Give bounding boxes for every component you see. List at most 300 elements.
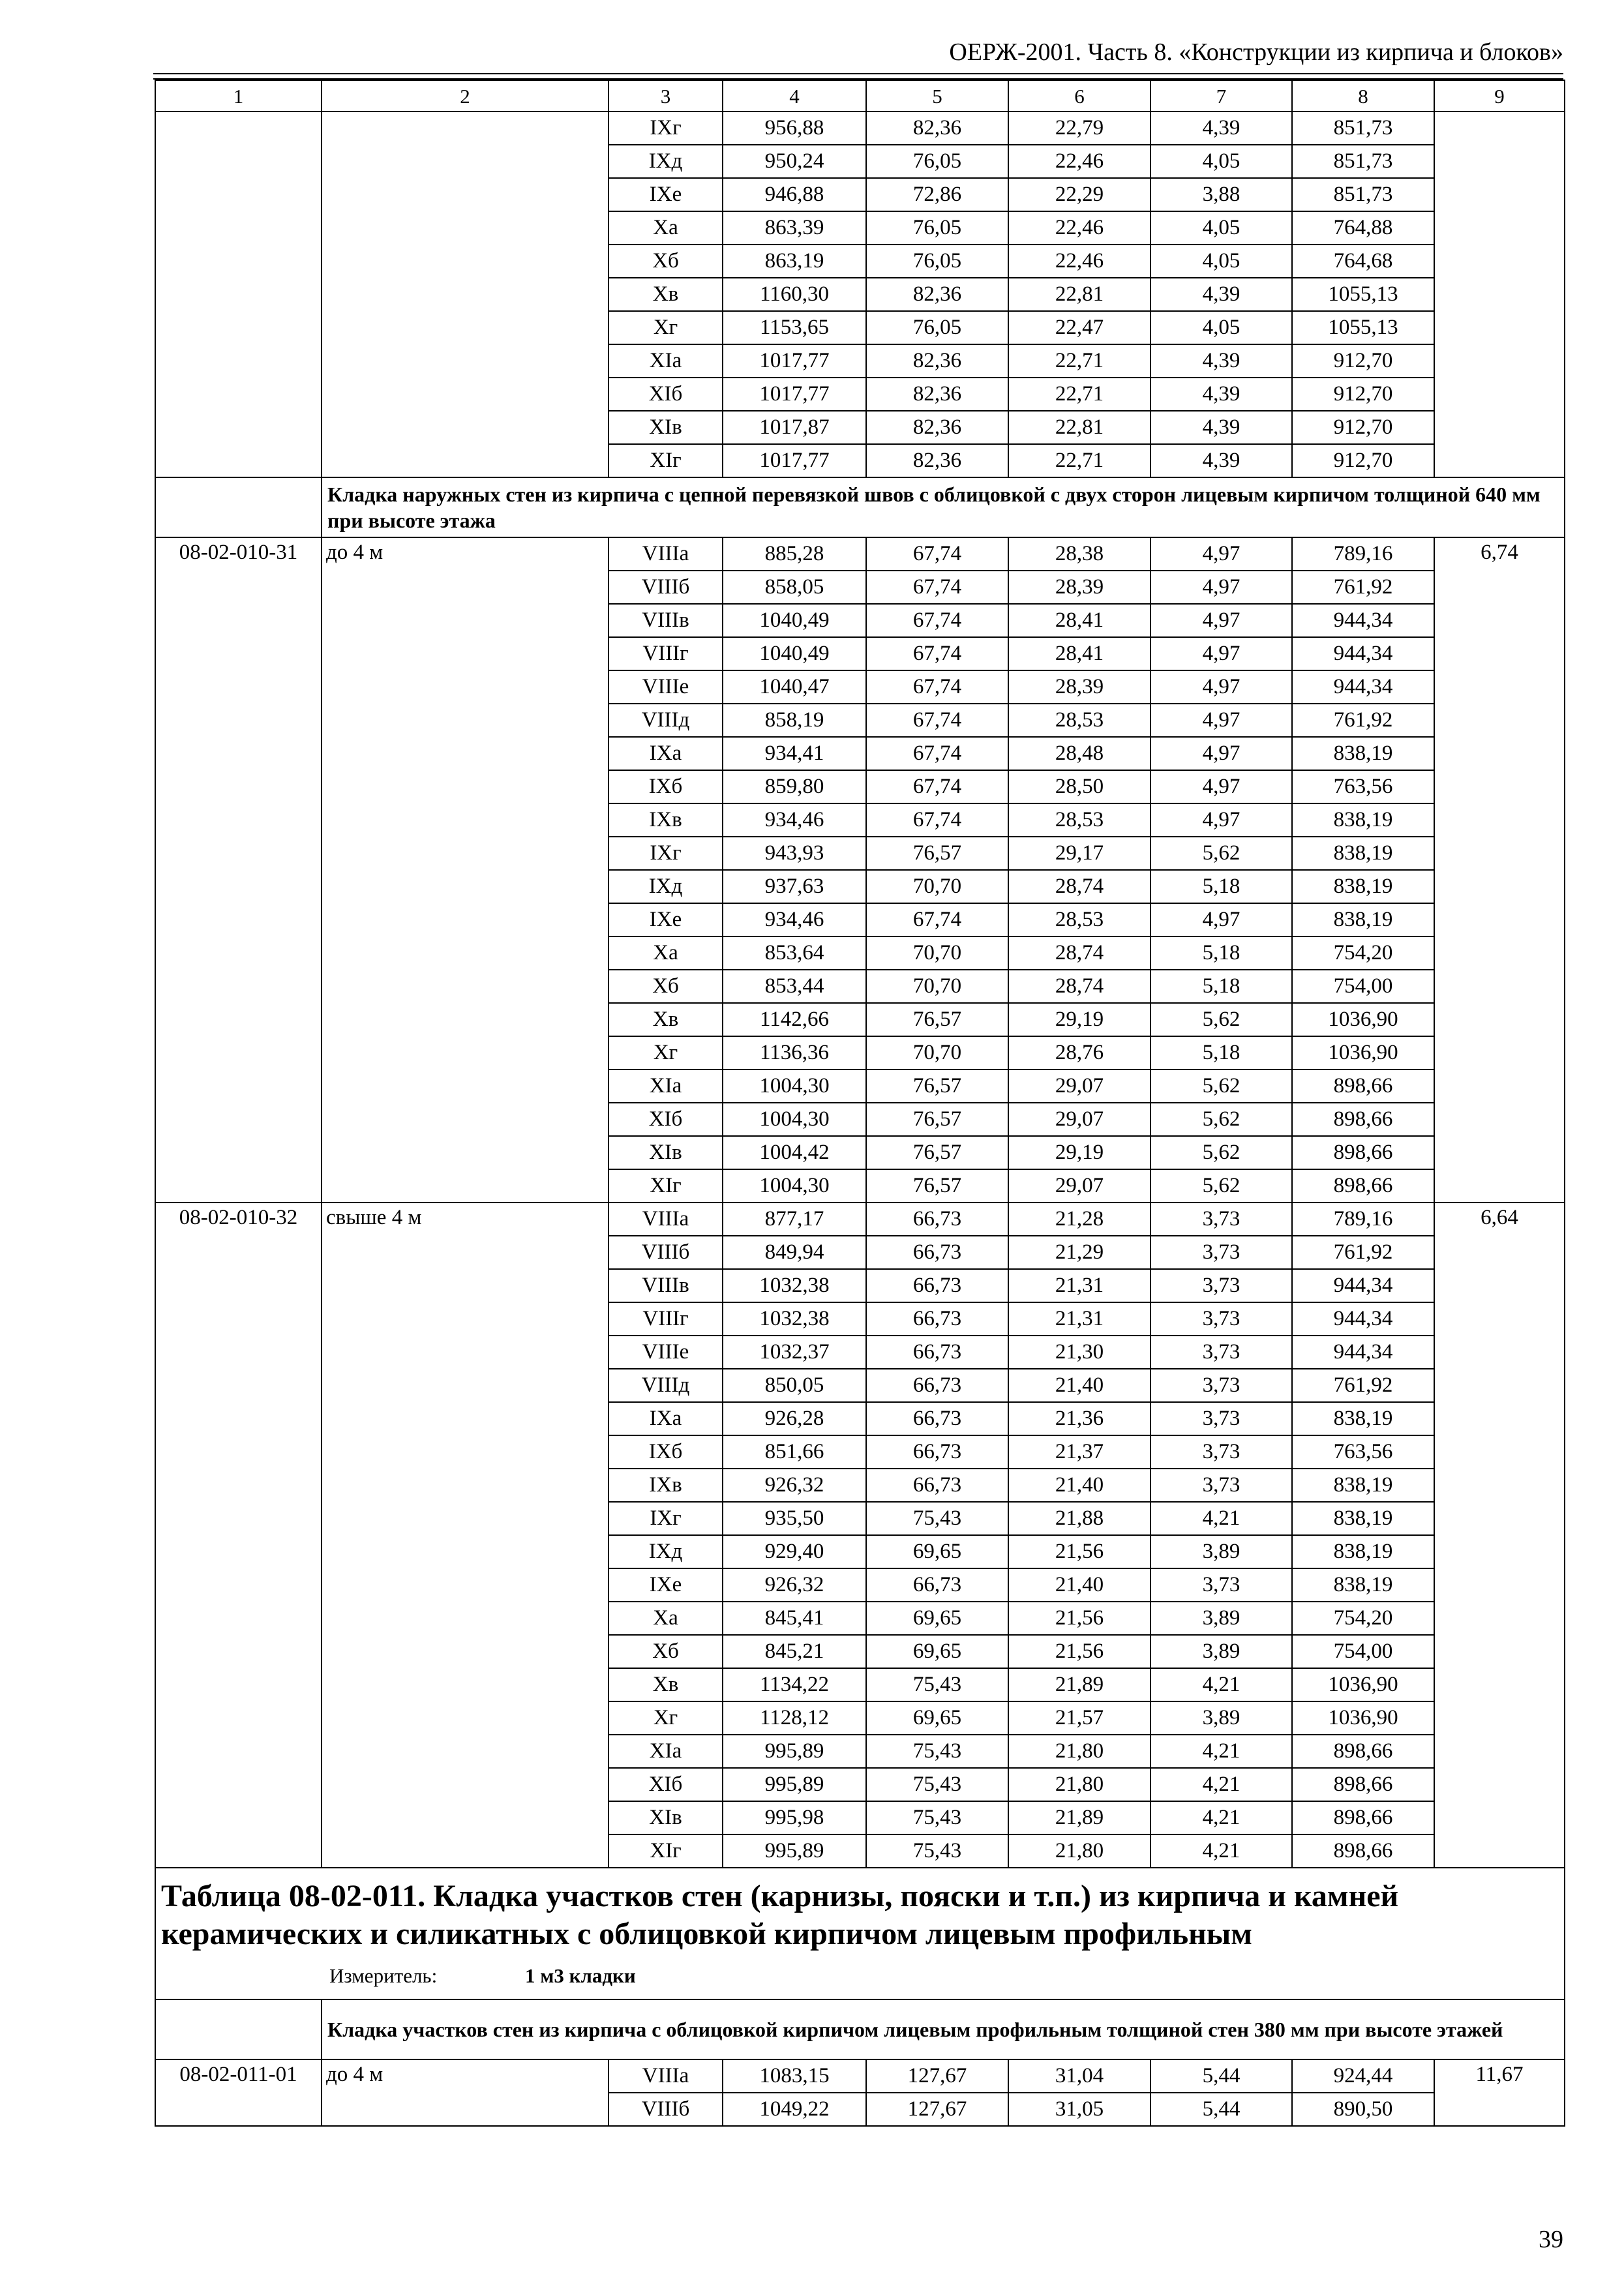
machinery-cell: 21,89: [1008, 1801, 1150, 1834]
resource-index-cell: VIIIд: [609, 1369, 723, 1402]
materials-cell: 898,66: [1292, 1169, 1434, 1203]
machinery-cell: 22,47: [1008, 311, 1150, 344]
total-cost-cell: 956,88: [723, 112, 866, 145]
total-cost-cell: 1004,30: [723, 1103, 866, 1136]
machinery-cell: 21,40: [1008, 1369, 1150, 1402]
materials-cell: 898,66: [1292, 1834, 1434, 1868]
wage-cell: 66,73: [866, 1336, 1008, 1369]
wage-cell: 75,43: [866, 1735, 1008, 1768]
machinery-cell: 21,80: [1008, 1834, 1150, 1868]
resource-index-cell: VIIIв: [609, 1269, 723, 1302]
resource-index-cell: XIа: [609, 344, 723, 378]
total-cost-cell: 934,46: [723, 803, 866, 837]
resource-index-cell: XIв: [609, 411, 723, 444]
total-cost-cell: 1032,38: [723, 1302, 866, 1336]
total-cost-cell: 1040,49: [723, 604, 866, 637]
wage-cell: 67,74: [866, 537, 1008, 571]
materials-cell: 944,34: [1292, 1302, 1434, 1336]
machinery-cell: 28,74: [1008, 936, 1150, 970]
total-cost-cell: 926,32: [723, 1568, 866, 1602]
materials-cell: 761,92: [1292, 704, 1434, 737]
machinery-cell: 21,56: [1008, 1535, 1150, 1568]
wage-cell: 67,74: [866, 604, 1008, 637]
machinist-wage-cell: 5,62: [1150, 837, 1292, 870]
table-title-cell: [155, 1868, 1565, 1999]
wage-cell: 66,73: [866, 1402, 1008, 1435]
materials-cell: 789,16: [1292, 1203, 1434, 1236]
code-cell: [155, 112, 322, 477]
resource-index-cell: IXе: [609, 903, 723, 936]
machinery-cell: 28,74: [1008, 870, 1150, 903]
machinist-wage-cell: 5,62: [1150, 1003, 1292, 1036]
machinist-wage-cell: 3,89: [1150, 1535, 1292, 1568]
total-cost-cell: 995,98: [723, 1801, 866, 1834]
wage-cell: 69,65: [866, 1701, 1008, 1735]
total-cost-cell: 1004,30: [723, 1169, 866, 1203]
machinist-wage-cell: 4,05: [1150, 211, 1292, 245]
materials-cell: 789,16: [1292, 537, 1434, 571]
machinery-cell: 28,41: [1008, 604, 1150, 637]
resource-index-cell: IXе: [609, 1568, 723, 1602]
total-cost-cell: 926,32: [723, 1469, 866, 1502]
materials-cell: 898,66: [1292, 1136, 1434, 1169]
materials-cell: 898,66: [1292, 1801, 1434, 1834]
materials-cell: 754,00: [1292, 1635, 1434, 1668]
section-heading: Кладка участков стен из кирпича с облицовкой кирпичом лицевым профильным толщиной стен 380 мм при высоте этажей: [322, 1999, 1565, 2059]
table-title-row: [155, 1868, 1565, 1999]
total-cost-cell: 863,19: [723, 245, 866, 278]
machinery-cell: 21,56: [1008, 1602, 1150, 1635]
total-cost-cell: 929,40: [723, 1535, 866, 1568]
wage-cell: 67,74: [866, 737, 1008, 770]
machinist-wage-cell: 4,97: [1150, 537, 1292, 571]
rate-code: 08-02-010-31: [155, 537, 322, 1203]
machinist-wage-cell: 3,73: [1150, 1203, 1292, 1236]
resource-index-cell: IXа: [609, 1402, 723, 1435]
wage-cell: 76,57: [866, 1103, 1008, 1136]
wage-cell: 82,36: [866, 378, 1008, 411]
materials-cell: 924,44: [1292, 2059, 1434, 2093]
machinist-wage-cell: 4,05: [1150, 311, 1292, 344]
materials-cell: 944,34: [1292, 637, 1434, 670]
machinery-cell: 21,57: [1008, 1701, 1150, 1735]
running-header-title: ОЕРЖ-2001. Часть 8. «Конструкции из кирпича и блоков»: [949, 38, 1563, 66]
total-cost-cell: 850,05: [723, 1369, 866, 1402]
resource-index-cell: XIв: [609, 1136, 723, 1169]
wage-cell: 72,86: [866, 178, 1008, 211]
table-row: [155, 537, 1565, 571]
machinery-cell: 29,07: [1008, 1169, 1150, 1203]
machinist-wage-cell: 4,39: [1150, 411, 1292, 444]
machinery-cell: 21,28: [1008, 1203, 1150, 1236]
wage-cell: 66,73: [866, 1435, 1008, 1469]
total-cost-cell: 1136,36: [723, 1036, 866, 1070]
machinist-wage-cell: 5,44: [1150, 2059, 1292, 2093]
machinery-cell: 28,39: [1008, 571, 1150, 604]
resource-index-cell: Xг: [609, 1701, 723, 1735]
materials-cell: 898,66: [1292, 1735, 1434, 1768]
resource-index-cell: VIIIб: [609, 1236, 723, 1269]
machinist-wage-cell: 5,44: [1150, 2093, 1292, 2126]
total-cost-cell: 885,28: [723, 537, 866, 571]
materials-cell: 1055,13: [1292, 311, 1434, 344]
materials-cell: 912,70: [1292, 444, 1434, 477]
machinery-cell: 21,80: [1008, 1735, 1150, 1768]
machinist-wage-cell: 4,05: [1150, 245, 1292, 278]
resource-index-cell: IXв: [609, 803, 723, 837]
machinist-wage-cell: 4,97: [1150, 803, 1292, 837]
machinist-wage-cell: 3,73: [1150, 1302, 1292, 1336]
machinist-wage-cell: 4,97: [1150, 770, 1292, 803]
column-number-row: [155, 80, 1565, 112]
machinist-wage-cell: 5,62: [1150, 1070, 1292, 1103]
total-cost-cell: 849,94: [723, 1236, 866, 1269]
machinist-wage-cell: 4,21: [1150, 1735, 1292, 1768]
wage-cell: 127,67: [866, 2059, 1008, 2093]
labor-cost: 6,74: [1434, 537, 1565, 1203]
materials-cell: 838,19: [1292, 1402, 1434, 1435]
table-row: [155, 1203, 1565, 1236]
wage-cell: 67,74: [866, 704, 1008, 737]
materials-cell: 838,19: [1292, 837, 1434, 870]
resource-index-cell: IXг: [609, 1502, 723, 1535]
work-description: до 4 м: [322, 537, 609, 1203]
column-number-cell: 3: [609, 80, 723, 112]
machinery-cell: 29,07: [1008, 1103, 1150, 1136]
materials-cell: 838,19: [1292, 870, 1434, 903]
machinist-wage-cell: 4,39: [1150, 444, 1292, 477]
wage-cell: 67,74: [866, 803, 1008, 837]
wage-cell: 66,73: [866, 1203, 1008, 1236]
materials-cell: 763,56: [1292, 770, 1434, 803]
machinist-wage-cell: 4,97: [1150, 571, 1292, 604]
resource-index-cell: IXг: [609, 837, 723, 870]
machinist-wage-cell: 4,21: [1150, 1801, 1292, 1834]
machinist-wage-cell: 4,39: [1150, 278, 1292, 311]
wage-cell: 127,67: [866, 2093, 1008, 2126]
resource-index-cell: VIIIг: [609, 637, 723, 670]
materials-cell: 764,88: [1292, 211, 1434, 245]
labor-cost: 11,67: [1434, 2059, 1565, 2126]
column-number-cell: 2: [322, 80, 609, 112]
machinist-wage-cell: 3,73: [1150, 1269, 1292, 1302]
machinery-cell: 22,46: [1008, 211, 1150, 245]
wage-cell: 76,05: [866, 245, 1008, 278]
wage-cell: 76,05: [866, 311, 1008, 344]
total-cost-cell: 1040,47: [723, 670, 866, 704]
materials-cell: 761,92: [1292, 1369, 1434, 1402]
machinery-cell: 22,79: [1008, 112, 1150, 145]
measure-value: 1 м3 кладки: [525, 1964, 636, 1987]
materials-cell: 1036,90: [1292, 1003, 1434, 1036]
total-cost-cell: 845,21: [723, 1635, 866, 1668]
resource-index-cell: VIIIд: [609, 704, 723, 737]
total-cost-cell: 1153,65: [723, 311, 866, 344]
total-cost-cell: 1128,12: [723, 1701, 866, 1735]
machinery-cell: 21,88: [1008, 1502, 1150, 1535]
name-cell: [322, 112, 609, 477]
machinery-cell: 22,71: [1008, 444, 1150, 477]
materials-cell: 1036,90: [1292, 1701, 1434, 1735]
machinery-cell: 22,71: [1008, 378, 1150, 411]
total-cost-cell: 935,50: [723, 1502, 866, 1535]
wage-cell: 82,36: [866, 411, 1008, 444]
materials-cell: 944,34: [1292, 1336, 1434, 1369]
materials-cell: 838,19: [1292, 1568, 1434, 1602]
resource-index-cell: Xв: [609, 1003, 723, 1036]
machinist-wage-cell: 3,89: [1150, 1635, 1292, 1668]
total-cost-cell: 858,19: [723, 704, 866, 737]
resource-index-cell: XIб: [609, 378, 723, 411]
resource-index-cell: Xа: [609, 936, 723, 970]
wage-cell: 76,05: [866, 145, 1008, 178]
resource-index-cell: XIб: [609, 1768, 723, 1801]
total-cost-cell: 950,24: [723, 145, 866, 178]
wage-cell: 66,73: [866, 1236, 1008, 1269]
resource-index-cell: XIв: [609, 1801, 723, 1834]
column-number-cell: 5: [866, 80, 1008, 112]
machinery-cell: 29,07: [1008, 1070, 1150, 1103]
materials-cell: 763,56: [1292, 1435, 1434, 1469]
machinist-wage-cell: 4,97: [1150, 737, 1292, 770]
materials-cell: 754,20: [1292, 936, 1434, 970]
materials-cell: 1055,13: [1292, 278, 1434, 311]
wage-cell: 66,73: [866, 1302, 1008, 1336]
machinist-wage-cell: 3,89: [1150, 1701, 1292, 1735]
machinist-wage-cell: 3,73: [1150, 1336, 1292, 1369]
machinery-cell: 21,37: [1008, 1435, 1150, 1469]
resource-index-cell: Xв: [609, 278, 723, 311]
materials-cell: 890,50: [1292, 2093, 1434, 2126]
resource-index-cell: Xб: [609, 970, 723, 1003]
table-row: [155, 112, 1565, 145]
materials-cell: 838,19: [1292, 1535, 1434, 1568]
total-cost-cell: 1017,77: [723, 344, 866, 378]
machinery-cell: 22,71: [1008, 344, 1150, 378]
machinist-wage-cell: 3,73: [1150, 1369, 1292, 1402]
total-cost-cell: 946,88: [723, 178, 866, 211]
resource-index-cell: IXб: [609, 1435, 723, 1469]
resource-index-cell: XIа: [609, 1735, 723, 1768]
wage-cell: 70,70: [866, 970, 1008, 1003]
materials-cell: 912,70: [1292, 378, 1434, 411]
wage-cell: 76,57: [866, 1003, 1008, 1036]
wage-cell: 66,73: [866, 1469, 1008, 1502]
materials-cell: 764,68: [1292, 245, 1434, 278]
materials-cell: 944,34: [1292, 1269, 1434, 1302]
machinery-cell: 28,39: [1008, 670, 1150, 704]
resource-index-cell: VIIIв: [609, 604, 723, 637]
total-cost-cell: 943,93: [723, 837, 866, 870]
header-double-rule: [153, 73, 1563, 80]
machinist-wage-cell: 5,62: [1150, 1136, 1292, 1169]
wage-cell: 66,73: [866, 1369, 1008, 1402]
resource-index-cell: Xб: [609, 1635, 723, 1668]
wage-cell: 70,70: [866, 1036, 1008, 1070]
materials-cell: 761,92: [1292, 1236, 1434, 1269]
resource-index-cell: IXд: [609, 145, 723, 178]
rate-code: 08-02-010-32: [155, 1203, 322, 1868]
wage-cell: 67,74: [866, 770, 1008, 803]
resource-index-cell: IXа: [609, 737, 723, 770]
resource-index-cell: Xг: [609, 1036, 723, 1070]
machinist-wage-cell: 4,39: [1150, 112, 1292, 145]
rates-table-body: [155, 80, 1565, 2126]
total-cost-cell: 1004,42: [723, 1136, 866, 1169]
resource-index-cell: IXб: [609, 770, 723, 803]
resource-index-cell: VIIIб: [609, 571, 723, 604]
machinery-cell: 21,29: [1008, 1236, 1150, 1269]
materials-cell: 838,19: [1292, 903, 1434, 936]
resource-index-cell: IXд: [609, 870, 723, 903]
machinist-wage-cell: 4,21: [1150, 1768, 1292, 1801]
total-cost-cell: 1134,22: [723, 1668, 866, 1701]
machinist-wage-cell: 4,21: [1150, 1502, 1292, 1535]
total-cost-cell: 926,28: [723, 1402, 866, 1435]
materials-cell: 912,70: [1292, 411, 1434, 444]
machinist-wage-cell: 4,05: [1150, 145, 1292, 178]
total-cost-cell: 1017,77: [723, 378, 866, 411]
machinist-wage-cell: 4,21: [1150, 1668, 1292, 1701]
total-cost-cell: 1083,15: [723, 2059, 866, 2093]
machinist-wage-cell: 4,39: [1150, 378, 1292, 411]
resource-index-cell: VIIIе: [609, 1336, 723, 1369]
machinist-wage-cell: 5,18: [1150, 870, 1292, 903]
materials-cell: 851,73: [1292, 178, 1434, 211]
resource-index-cell: IXд: [609, 1535, 723, 1568]
machinery-cell: 21,56: [1008, 1635, 1150, 1668]
total-cost-cell: 995,89: [723, 1735, 866, 1768]
machinist-wage-cell: 5,62: [1150, 1103, 1292, 1136]
section-heading: Кладка наружных стен из кирпича с цепной перевязкой швов с облицовкой с двух сторон лицевым кирпичом толщиной 640 мм при высоте этажа: [322, 477, 1565, 537]
machinery-cell: 29,17: [1008, 837, 1150, 870]
total-cost-cell: 1032,38: [723, 1269, 866, 1302]
column-number-cell: 8: [1292, 80, 1434, 112]
wage-cell: 67,74: [866, 670, 1008, 704]
wage-cell: 67,74: [866, 903, 1008, 936]
machinist-wage-cell: 5,18: [1150, 1036, 1292, 1070]
total-cost-cell: 1142,66: [723, 1003, 866, 1036]
blank-cell: [155, 1999, 322, 2059]
total-cost-cell: 845,41: [723, 1602, 866, 1635]
materials-cell: 898,66: [1292, 1103, 1434, 1136]
total-cost-cell: 1004,30: [723, 1070, 866, 1103]
materials-cell: 944,34: [1292, 670, 1434, 704]
wage-cell: 76,57: [866, 837, 1008, 870]
materials-cell: 944,34: [1292, 604, 1434, 637]
resource-index-cell: IXг: [609, 112, 723, 145]
machinery-cell: 22,46: [1008, 245, 1150, 278]
wage-cell: 75,43: [866, 1834, 1008, 1868]
resource-index-cell: Xб: [609, 245, 723, 278]
total-cost-cell: 1049,22: [723, 2093, 866, 2126]
wage-cell: 66,73: [866, 1568, 1008, 1602]
machinery-cell: 22,81: [1008, 411, 1150, 444]
machinery-cell: 21,30: [1008, 1336, 1150, 1369]
wage-cell: 82,36: [866, 112, 1008, 145]
measure-line: [161, 1957, 1559, 1995]
resource-index-cell: XIб: [609, 1103, 723, 1136]
materials-cell: 851,73: [1292, 112, 1434, 145]
machinery-cell: 28,38: [1008, 537, 1150, 571]
wage-cell: 82,36: [866, 444, 1008, 477]
wage-cell: 69,65: [866, 1602, 1008, 1635]
machinist-wage-cell: 3,73: [1150, 1469, 1292, 1502]
total-cost-cell: 863,39: [723, 211, 866, 245]
total-cost-cell: 1032,37: [723, 1336, 866, 1369]
machinery-cell: 21,31: [1008, 1269, 1150, 1302]
machinery-cell: 22,81: [1008, 278, 1150, 311]
total-cost-cell: 859,80: [723, 770, 866, 803]
machinist-wage-cell: 4,39: [1150, 344, 1292, 378]
machinist-wage-cell: 3,89: [1150, 1602, 1292, 1635]
total-cost-cell: 1160,30: [723, 278, 866, 311]
rates-table: [155, 80, 1565, 2127]
materials-cell: 898,66: [1292, 1070, 1434, 1103]
resource-index-cell: IXв: [609, 1469, 723, 1502]
machinery-cell: 28,53: [1008, 903, 1150, 936]
total-cost-cell: 853,44: [723, 970, 866, 1003]
section-row-380: [155, 1999, 1565, 2059]
materials-cell: 761,92: [1292, 571, 1434, 604]
work-description: до 4 м: [322, 2059, 609, 2126]
machinist-wage-cell: 4,97: [1150, 637, 1292, 670]
machinist-wage-cell: 3,73: [1150, 1435, 1292, 1469]
total-cost-cell: 877,17: [723, 1203, 866, 1236]
machinery-cell: 28,53: [1008, 704, 1150, 737]
total-cost-cell: 995,89: [723, 1768, 866, 1801]
machinist-wage-cell: 5,18: [1150, 970, 1292, 1003]
section-row-640: [155, 477, 1565, 537]
resource-index-cell: XIа: [609, 1070, 723, 1103]
machinist-wage-cell: 3,73: [1150, 1236, 1292, 1269]
total-cost-cell: 858,05: [723, 571, 866, 604]
materials-cell: 838,19: [1292, 1502, 1434, 1535]
materials-cell: 838,19: [1292, 1469, 1434, 1502]
wage-cell: 69,65: [866, 1635, 1008, 1668]
materials-cell: 1036,90: [1292, 1668, 1434, 1701]
page-number: 39: [1539, 2226, 1563, 2253]
total-cost-cell: 937,63: [723, 870, 866, 903]
resource-index-cell: Xа: [609, 211, 723, 245]
resource-index-cell: Xг: [609, 311, 723, 344]
total-cost-cell: 853,64: [723, 936, 866, 970]
machinery-cell: 28,48: [1008, 737, 1150, 770]
wage-cell: 75,43: [866, 1668, 1008, 1701]
machinery-cell: 21,31: [1008, 1302, 1150, 1336]
table-title: Таблица 08-02-011. Кладка участков стен (карнизы, пояски и т.п.) из кирпича и камней керамических и силикатных с облицовкой кирпичом лицевым профильным: [161, 1879, 1399, 1951]
machinist-wage-cell: 4,97: [1150, 604, 1292, 637]
wage-cell: 76,57: [866, 1070, 1008, 1103]
machinery-cell: 31,04: [1008, 2059, 1150, 2093]
machinery-cell: 22,46: [1008, 145, 1150, 178]
materials-cell: 1036,90: [1292, 1036, 1434, 1070]
total-cost-cell: 851,66: [723, 1435, 866, 1469]
column-number-cell: 1: [155, 80, 322, 112]
machinery-cell: 28,74: [1008, 970, 1150, 1003]
machinery-cell: 21,89: [1008, 1668, 1150, 1701]
wage-cell: 76,05: [866, 211, 1008, 245]
wage-cell: 67,74: [866, 571, 1008, 604]
wage-cell: 69,65: [866, 1535, 1008, 1568]
machinist-wage-cell: 4,97: [1150, 903, 1292, 936]
column-number-cell: 6: [1008, 80, 1150, 112]
machinist-wage-cell: 4,21: [1150, 1834, 1292, 1868]
materials-cell: 754,20: [1292, 1602, 1434, 1635]
resource-index-cell: VIIIг: [609, 1302, 723, 1336]
machinery-cell: 21,80: [1008, 1768, 1150, 1801]
resource-index-cell: XIг: [609, 1169, 723, 1203]
